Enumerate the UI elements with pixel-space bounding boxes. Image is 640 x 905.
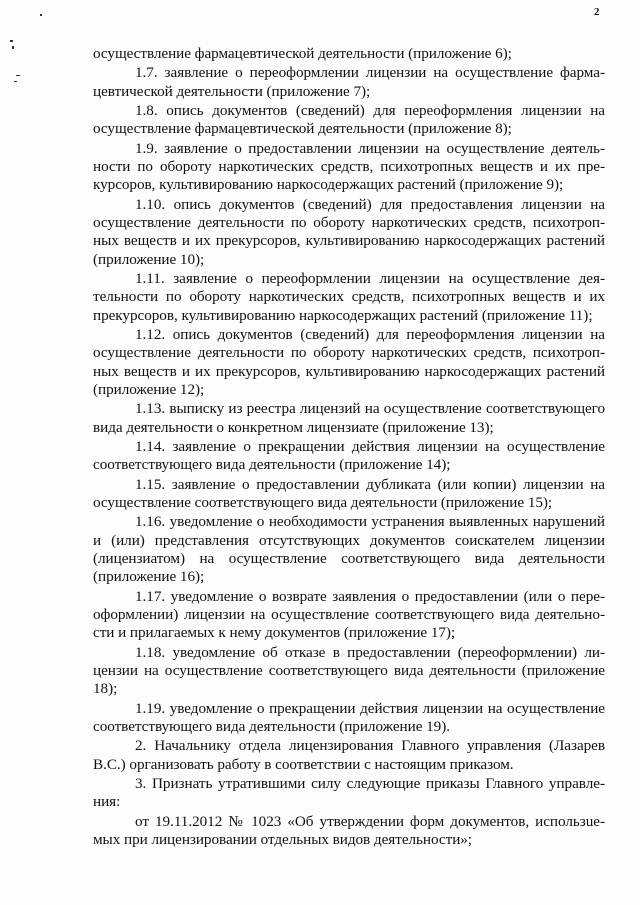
- scan-speck: [12, 46, 14, 49]
- paragraph-item-1-16: 1.16. уведомление о необходимости устранения выявленных нарушений и (или) представления отсутствующих документов соискателем лицензии (лицензиатом) на осуществление соответствующего вида деятельности (приложение 16);: [93, 513, 605, 586]
- paragraph-item-2: 2. Начальнику отдела лицензирования Главного управления (Лазарев В.С.) организовать работу в соответствии с настоящим приказом.: [93, 737, 605, 773]
- paragraph-item-1-14: 1.14. заявление о прекращении действия лицензии на осуществление соответствующего вида деятельности (приложение 14);: [93, 437, 605, 474]
- paragraph-item-1-13: 1.13. выписку из реестра лицензий на осуществление соответствующего вида деятельности о конкретном лицензиате (приложение 13);: [93, 400, 605, 436]
- paragraph-item-1-9: 1.9. заявление о предоставлении лицензии на осуществление деятельности по обороту наркотических средств, психотропных веществ и их прекурсоров, культивированию наркосодержащих растений (приложение 9);: [93, 139, 605, 194]
- paragraph-item-1-15: 1.15. заявление о предоставлении дубликата (или копии) лицензии на осуществление соответствующего вида деятельности (приложение 15);: [93, 475, 605, 511]
- paragraph-item-1-8: 1.8. опись документов (сведений) для переоформления лицензии на осуществление фармацевтической деятельности (приложение 8);: [93, 102, 605, 138]
- scan-speck: [10, 40, 13, 42]
- page-number: 2: [594, 6, 600, 18]
- scan-speck: [40, 14, 42, 16]
- scan-speck: [14, 81, 17, 82]
- paragraph-continuation: осуществление фармацевтической деятельности (приложение 6);: [93, 45, 512, 62]
- paragraph-item-1-7: 1.7. заявление о переоформлении лицензии на осуществление фармацевтической деятельности (приложение 7);: [93, 64, 605, 100]
- paragraph-repealed-order: от 19.11.2012 № 1023 «Об утверждении форм документов, использueмых при лицензировании отдельных видов деятельности»;: [93, 812, 605, 848]
- scan-speck: [16, 75, 20, 76]
- paragraph-item-1-11: 1.11. заявление о переоформлении лицензии на осуществление деятельности по обороту наркотических средств, психотропных веществ и их прекурсоров, культивированию наркосодержащих растений (приложение 11);: [93, 270, 605, 324]
- document-body: [93, 45, 605, 850]
- paragraph-item-1-17: 1.17. уведомление о возврате заявления о предоставлении (или о переоформлении) лицензии на осуществление соответствующего вида деятельности и прилагаемых к нему документов (приложение 17);: [93, 587, 605, 642]
- paragraph-item-1-12: 1.12. опись документов (сведений) для переоформления лицензии на осуществление деятельности по обороту наркотических средств, психотропных веществ и их прекурсоров, культивированию наркосодержащих растений (приложение 12);: [93, 326, 605, 398]
- paragraph-item-1-19: 1.19. уведомление о прекращении действия лицензии на осуществление соответствующего вида деятельности (приложение 19).: [93, 699, 605, 735]
- paragraph-item-1-10: 1.10. опись документов (сведений) для предоставления лицензии на осуществление деятельности по обороту наркотических средств, психотропных веществ и их прекурсоров, культивированию наркосодержащих растений (приложение 10);: [93, 195, 605, 268]
- paragraph-item-1-18: 1.18. уведомление об отказе в предоставлении (переоформлении) лицензии на осуществление соответствующего вида деятельности (приложение 18);: [93, 643, 605, 698]
- paragraph-item-3: 3. Признать утратившими силу следующие приказы Главного управления:: [93, 774, 605, 811]
